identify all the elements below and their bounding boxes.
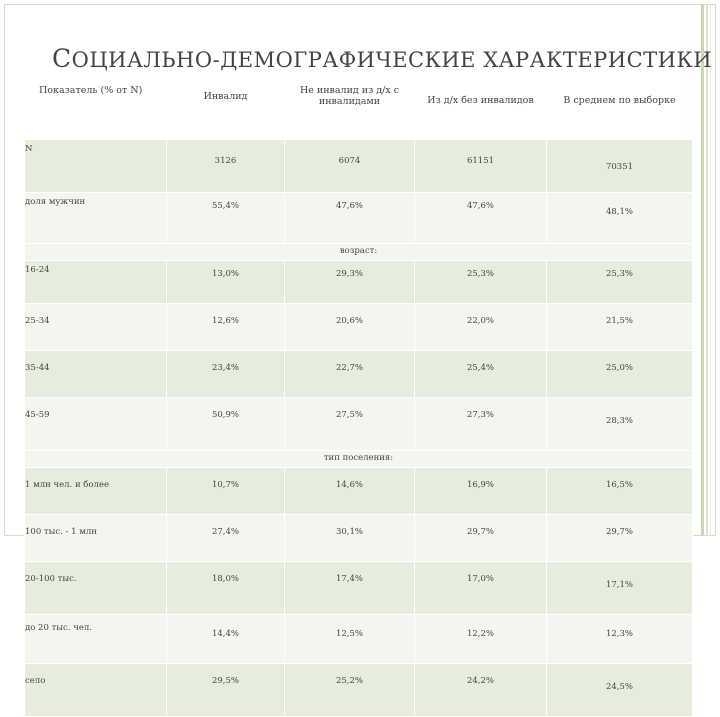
table-cell: 16,5%: [547, 468, 693, 515]
table-cell: 27,4%: [167, 515, 285, 562]
row-label: село: [25, 664, 167, 717]
column-header: Не инвалид из д/х с инвалидами: [285, 79, 415, 140]
table-row: [25, 304, 693, 351]
table-cell: 48,1%: [547, 193, 693, 244]
row-label: N: [25, 140, 167, 193]
section-row: [25, 244, 693, 261]
column-header: В среднем по выборке: [547, 79, 693, 140]
table-row: [25, 140, 693, 193]
table-cell: 6074: [285, 140, 415, 193]
row-label: 1 млн чел. и более: [25, 468, 167, 515]
row-label: доля мужчин: [25, 193, 167, 244]
table-cell: 70351: [547, 140, 693, 193]
table-cell: 14,4%: [167, 615, 285, 664]
table-row: [25, 664, 693, 717]
table-cell: 12,5%: [285, 615, 415, 664]
table-cell: 55,4%: [167, 193, 285, 244]
table-cell: 47,6%: [415, 193, 547, 244]
table-cell: 47,6%: [285, 193, 415, 244]
table-cell: 10,7%: [167, 468, 285, 515]
table-row: [25, 261, 693, 304]
table-row: [25, 193, 693, 244]
table-cell: 22,7%: [285, 351, 415, 398]
table-row: [25, 398, 693, 451]
row-label: 35-44: [25, 351, 167, 398]
table-cell: 22,0%: [415, 304, 547, 351]
table-cell: 30,1%: [285, 515, 415, 562]
table-header-row: [25, 79, 693, 140]
table-cell: 24,5%: [547, 664, 693, 717]
table-cell: 29,7%: [547, 515, 693, 562]
row-label: 20-100 тыс.: [25, 562, 167, 615]
table-cell: 16,9%: [415, 468, 547, 515]
table-cell: 25,3%: [547, 261, 693, 304]
slide-title: СОЦИАЛЬНО-ДЕМОГРАФИЧЕСКИЕ ХАРАКТЕРИСТИКИ: [52, 44, 713, 73]
table-row: [25, 351, 693, 398]
table-cell: 17,4%: [285, 562, 415, 615]
table-cell: 29,5%: [167, 664, 285, 717]
table-row: [25, 468, 693, 515]
section-label: тип поселения:: [25, 451, 693, 468]
table-cell: 27,3%: [415, 398, 547, 451]
table-cell: 17,1%: [547, 562, 693, 615]
column-header: Из д/х без инвалидов: [415, 79, 547, 140]
frame-accent-line: [710, 4, 711, 536]
table-cell: 12,2%: [415, 615, 547, 664]
row-label: до 20 тыс. чел.: [25, 615, 167, 664]
row-label: 25-34: [25, 304, 167, 351]
section-row: [25, 451, 693, 468]
table-cell: 21,5%: [547, 304, 693, 351]
table-cell: 25,2%: [285, 664, 415, 717]
table-cell: 50,9%: [167, 398, 285, 451]
row-label: 45-59: [25, 398, 167, 451]
table-cell: 61151: [415, 140, 547, 193]
table-cell: 29,3%: [285, 261, 415, 304]
frame-accent-line: [701, 4, 704, 536]
table-cell: 18,0%: [167, 562, 285, 615]
table-row: [25, 515, 693, 562]
table-row: [25, 562, 693, 615]
table-cell: 3126: [167, 140, 285, 193]
table-cell: 13,0%: [167, 261, 285, 304]
column-header: Показатель (% от N): [25, 79, 167, 140]
table-row: [25, 615, 693, 664]
table-cell: 24,2%: [415, 664, 547, 717]
demographics-table: [24, 78, 693, 717]
table-cell: 25,4%: [415, 351, 547, 398]
section-label: возраст:: [25, 244, 693, 261]
table-cell: 25,0%: [547, 351, 693, 398]
table-cell: 29,7%: [415, 515, 547, 562]
table-cell: 20,6%: [285, 304, 415, 351]
row-label: 16-24: [25, 261, 167, 304]
table-cell: 23,4%: [167, 351, 285, 398]
column-header: Инвалид: [167, 79, 285, 140]
table-cell: 27,5%: [285, 398, 415, 451]
row-label: 100 тыс. - 1 млн: [25, 515, 167, 562]
table-cell: 14,6%: [285, 468, 415, 515]
table-cell: 17,0%: [415, 562, 547, 615]
table-cell: 12,3%: [547, 615, 693, 664]
table-cell: 12,6%: [167, 304, 285, 351]
table-cell: 28,3%: [547, 398, 693, 451]
table-cell: 25,3%: [415, 261, 547, 304]
frame-accent-line: [706, 4, 708, 536]
